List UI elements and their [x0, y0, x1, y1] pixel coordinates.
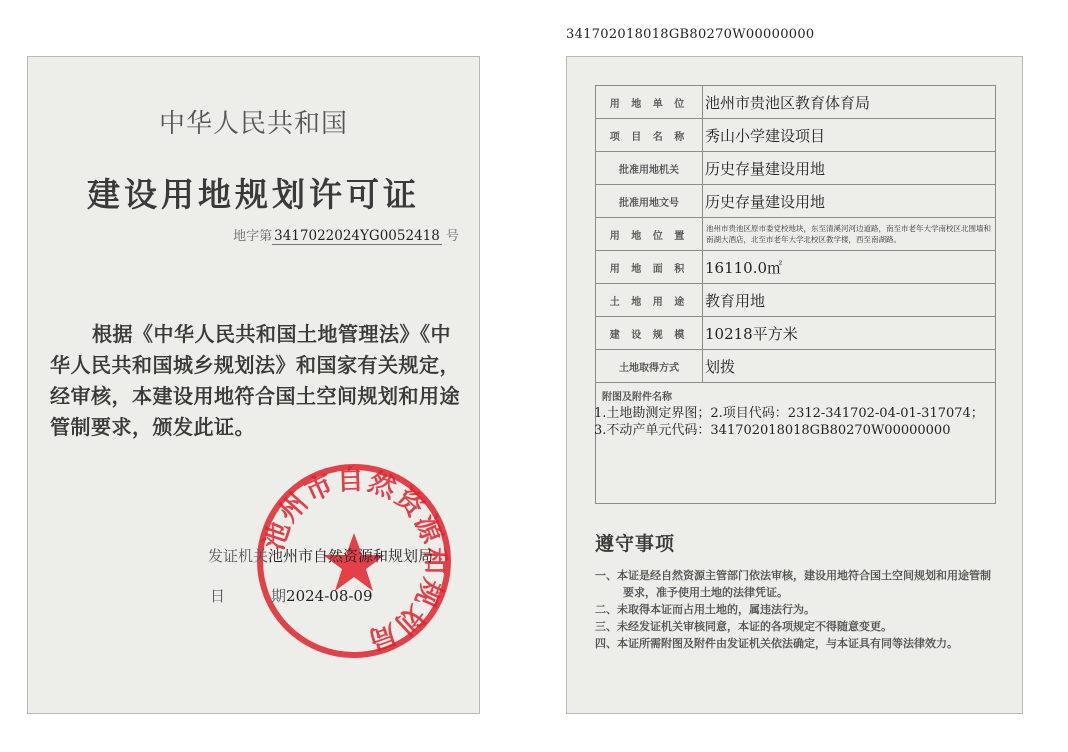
table-row [596, 185, 996, 218]
certificate-body-text: 根据《中华人民共和国土地管理法》《中华人民共和国城乡规划法》和国家有关规定，经审核，本建设用地符合国土空间规划和用途管制要求，颁发此证。 [50, 322, 460, 439]
issuing-authority [208, 545, 433, 566]
date-label-2: 期 [271, 587, 287, 605]
row-label: 批准用地机关 [596, 152, 703, 185]
row-label: 用 地 位 置 [596, 218, 703, 251]
row-value: 历史存量建设用地 [703, 152, 996, 185]
row-value: 16110.0㎡ [703, 251, 996, 284]
notice-list [595, 567, 1001, 652]
row-label: 建 设 规 模 [596, 317, 703, 350]
row-label: 用 地 面 积 [596, 251, 703, 284]
table-row [596, 284, 996, 317]
certificate-title: 建设用地规划许可证 [87, 175, 420, 214]
row-value: 池州市贵池区教育体育局 [703, 86, 996, 119]
row-label: 批准用地文号 [596, 185, 703, 218]
issuer-label: 发证机关 [208, 547, 269, 565]
table-row [596, 317, 996, 350]
unit-code: 341702018018GB80270W00000000 [566, 27, 815, 42]
cert-no-suffix: 号 [445, 229, 459, 244]
row-value: 10218平方米 [703, 317, 996, 350]
date-value: 2024-08-09 [286, 587, 373, 605]
notice-item: 四、本证所需附图及附件由发证机关依法确定，与本证具有同等法律效力。 [595, 637, 958, 650]
issue-date [210, 585, 373, 606]
notice-item: 一、本证是经自然资源主管部门依法审核，建设用地符合国土空间规划和用途管制要求，准予使用土地的法律凭证。 [595, 569, 991, 599]
table-row [596, 218, 996, 251]
row-value: 秀山小学建设项目 [703, 119, 996, 152]
notice-item: 三、未经发证机关审核同意，本证的各项规定不得随意变更。 [595, 620, 892, 633]
row-value: 池州市贵池区原市委党校地块，东至清溪河河边道路，南至市老年大学南校区北围墙和南湖大酒店，北至市老年大学北校区教学楼，西至南湖路。 [703, 218, 996, 251]
issuer-value: 池州市自然资源和规划局 [268, 547, 434, 565]
attachments-cell [596, 383, 996, 504]
row-value: 教育用地 [703, 284, 996, 317]
country-heading: 中华人民共和国 [158, 109, 348, 139]
attachments-label: 附图及附件名称 [602, 392, 672, 403]
certificate-details-page [566, 56, 1023, 714]
notice-item: 二、未取得本证而占用土地的，属违法行为。 [595, 603, 815, 616]
table-row [596, 251, 996, 284]
details-table [595, 85, 996, 504]
date-label-1: 日 [210, 587, 226, 605]
seal-ring-text: 池州市自然资源和规划局 [258, 464, 451, 657]
table-row [596, 119, 996, 152]
table-row [596, 152, 996, 185]
certificate-number [233, 225, 459, 244]
row-label: 用 地 单 位 [596, 86, 703, 119]
cert-no-prefix: 地字第 [233, 229, 273, 244]
row-label: 土 地 用 途 [596, 284, 703, 317]
row-label: 项 目 名 称 [596, 119, 703, 152]
certificate-cover-page [27, 56, 480, 714]
row-label: 土地取得方式 [596, 350, 703, 383]
table-row [596, 86, 996, 119]
attachments-value: 1.土地勘测定界图；2.项目代码：2312-341702-04-01-317074；3.不动产单元代码：341702018018GB80270W00000000 [594, 406, 984, 438]
row-value: 历史存量建设用地 [703, 185, 996, 218]
row-value: 划拨 [703, 350, 996, 383]
notice-title: 遵守事项 [595, 533, 676, 555]
cert-no-value: 3417022024YG0052418 [274, 228, 440, 244]
table-row [596, 383, 996, 504]
table-row [596, 350, 996, 383]
